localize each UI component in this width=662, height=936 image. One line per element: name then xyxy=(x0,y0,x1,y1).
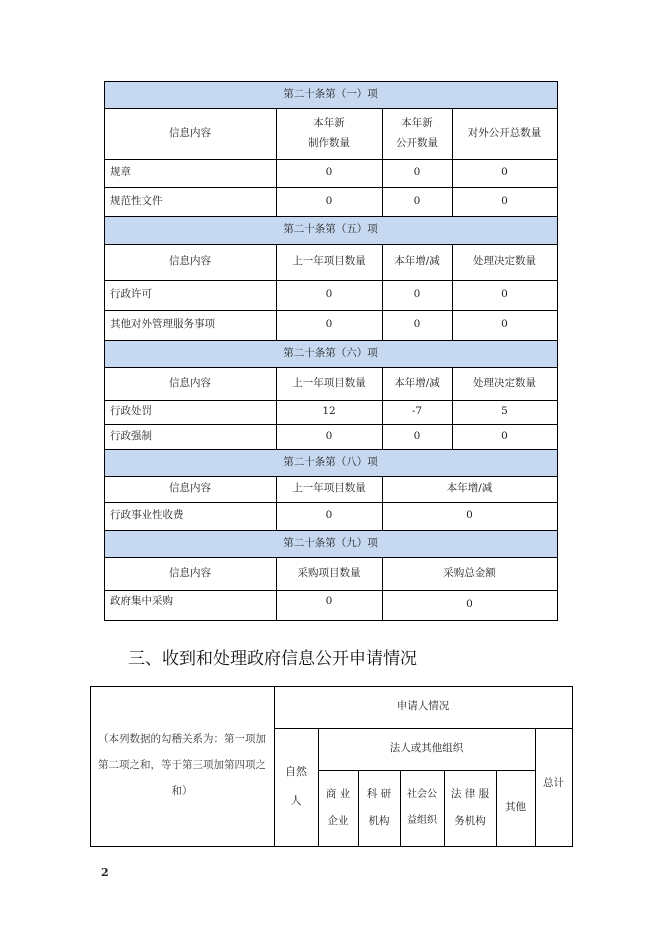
column-header: 本年增/减 xyxy=(446,482,493,495)
table-cell: 0 xyxy=(325,429,333,442)
sub-header: 商 业 企业 xyxy=(325,787,351,827)
table-cell: 0 xyxy=(325,288,333,301)
table-cell: 0 xyxy=(325,194,333,207)
table-cell: 0 xyxy=(413,166,421,179)
row-label: 其他对外管理服务事项 xyxy=(110,318,215,331)
row-label: 政府集中采购 xyxy=(110,595,173,607)
sub-header: 法 律 服 务机构 xyxy=(450,787,490,827)
column-header: 上一年项目数量 xyxy=(292,376,366,389)
table-cell: 0 xyxy=(413,288,421,301)
column-header: 本年增/减 xyxy=(394,255,440,268)
page-number: 2 xyxy=(101,866,109,879)
table-cell: 0 xyxy=(413,429,421,442)
legal-entity-header: 法人或其他组织 xyxy=(389,742,464,755)
section-title: 第二十条第（五）项 xyxy=(104,216,557,244)
note-cell: （本列数据的勾稽关系为：第一项加 第二项之和，等于第三项加第四项之 和） xyxy=(98,733,266,797)
row-label: 行政处罚 xyxy=(110,405,152,418)
section-title: 第二十条第（六）项 xyxy=(104,340,557,367)
section-title: 第二十条第（九）项 xyxy=(104,530,557,557)
column-header: 本年增/减 xyxy=(394,376,440,389)
table-cell: 0 xyxy=(466,598,473,611)
table-cell: 0 xyxy=(466,509,473,522)
row-label: 行政强制 xyxy=(110,429,152,442)
section-title: 第二十条第（八）项 xyxy=(104,449,557,476)
column-header: 处理决定数量 xyxy=(473,376,536,389)
column-header: 处理决定数量 xyxy=(473,255,536,268)
applicant-header: 申请人情况 xyxy=(396,700,450,713)
table-cell: 0 xyxy=(325,166,333,179)
table-cell: 0 xyxy=(501,429,508,442)
column-header: 本年新 制作数量 xyxy=(308,116,350,149)
table-cell: 0 xyxy=(501,288,508,301)
column-header: 上一年项目数量 xyxy=(292,255,366,268)
table-cell: 0 xyxy=(501,194,508,207)
table-cell: 0 xyxy=(325,509,333,522)
row-label: 规章 xyxy=(110,166,131,179)
table-cell: 12 xyxy=(322,405,336,418)
table-cell: 0 xyxy=(501,166,508,179)
table-cell: -7 xyxy=(411,405,423,418)
total-header: 总计 xyxy=(543,777,564,789)
column-header: 上一年项目数量 xyxy=(292,482,366,495)
column-header: 本年新 公开数量 xyxy=(396,116,438,149)
column-header: 信息内容 xyxy=(169,376,211,389)
row-label: 行政许可 xyxy=(110,288,152,301)
table-cell: 0 xyxy=(325,318,333,331)
row-label: 规范性文件 xyxy=(110,194,163,207)
table-cell: 0 xyxy=(325,595,333,607)
row-label: 行政事业性收费 xyxy=(110,509,184,522)
column-header: 对外公开总数量 xyxy=(467,126,542,139)
table-cell: 5 xyxy=(501,405,508,418)
column-header: 信息内容 xyxy=(169,482,211,495)
table-cell: 0 xyxy=(413,194,421,207)
section-heading: 三、收到和处理政府信息公开申请情况 xyxy=(128,649,417,669)
sub-header: 社会公 益组织 xyxy=(407,789,437,826)
column-header: 信息内容 xyxy=(169,566,211,579)
column-header: 信息内容 xyxy=(169,255,211,268)
table-cell: 0 xyxy=(501,318,508,331)
natural-person-header: 自然 人 xyxy=(285,765,307,807)
section-title: 第二十条第（一）项 xyxy=(104,81,557,108)
column-header: 信息内容 xyxy=(169,126,211,139)
sub-header: 科 研 机构 xyxy=(366,787,392,827)
column-header: 采购总金额 xyxy=(443,566,496,579)
table-cell: 0 xyxy=(413,318,421,331)
sub-header: 其他 xyxy=(505,801,526,814)
column-header: 采购项目数量 xyxy=(297,566,361,579)
